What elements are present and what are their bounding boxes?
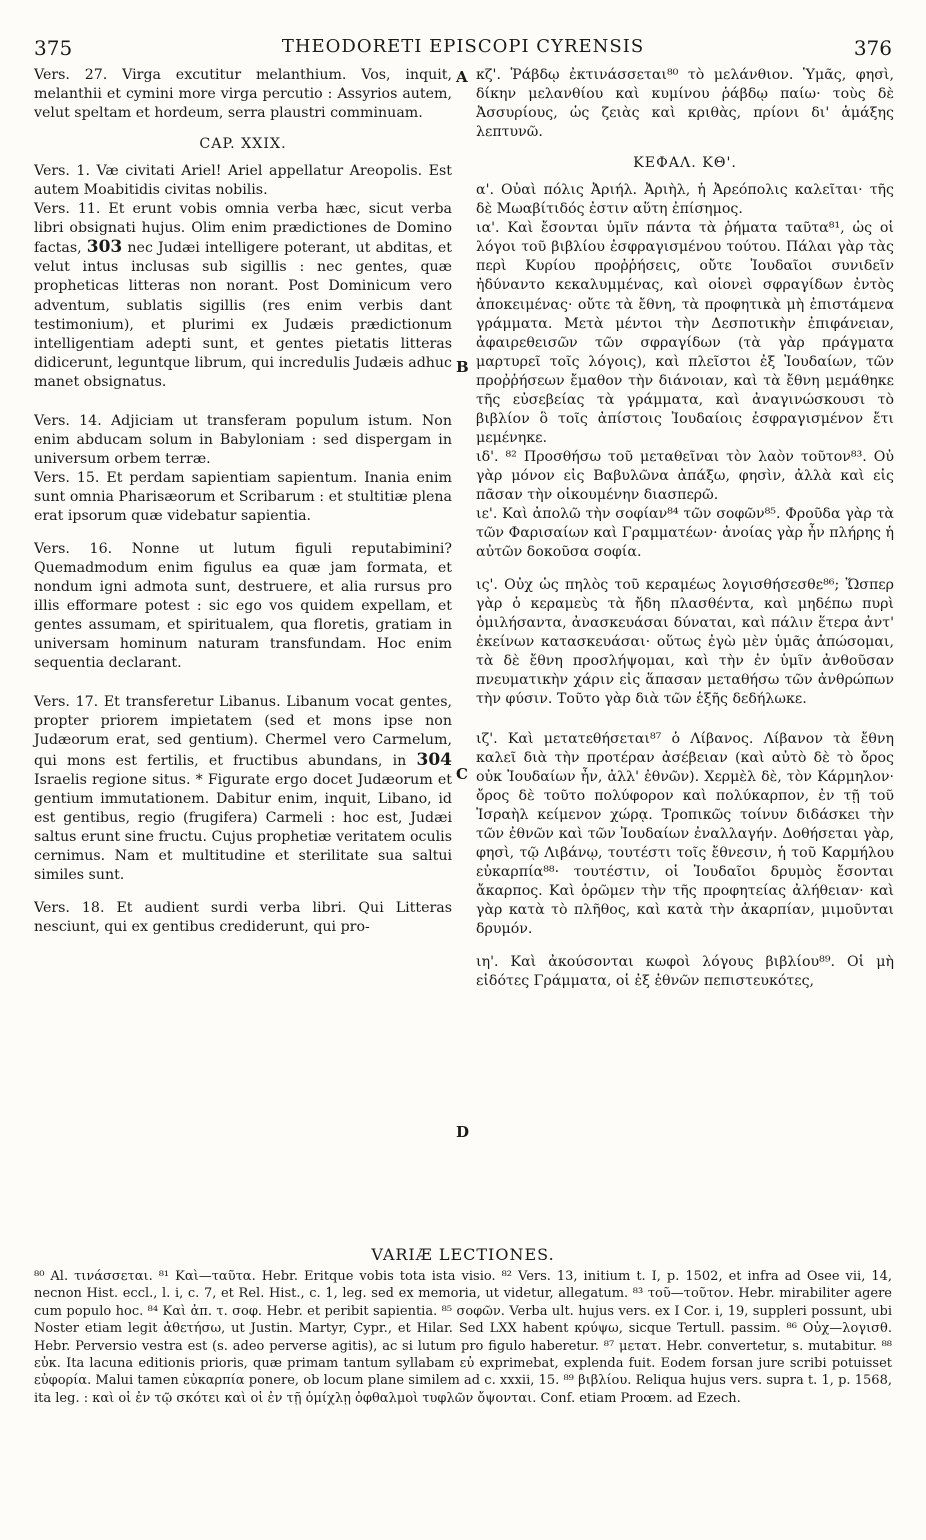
margin-letter-b: B: [456, 358, 469, 376]
latin-verse-17: [34, 693, 452, 884]
latin-column: [34, 66, 452, 937]
greek-column: [476, 66, 894, 991]
margin-letter-c: C: [456, 765, 468, 783]
column-mark-303: 303: [86, 237, 123, 258]
latin-chapter-heading: CAP. XXIX.: [199, 136, 287, 153]
latin-verse-11-part-b: nec Judæi intelligere poterant, ut abditas, et velut intus inclusas sub sigillis : nec gentes, quæ propheticas litteras non norant. Post Dominicum vero adventum, sublatis sigillis (res enim verbis dant testimonium), et plurimi ex Judæis prædictionum intelligentiam adepti sunt, et gentes pietatis litteras didicerunt, leguntque librum, qui incredulis Judæis adhuc manet obsignatus.: [34, 240, 452, 390]
latin-verse-17-part-a: Vers. 17. Et transferetur Libanus. Libanum vocat gentes, propter priorem impietatem (sed et mons ipse non Judæorum erat, sed gentium). Chermel vero Carmelum, qui mons est fertilis, et fructibus abundans, in: [34, 694, 452, 769]
greek-verse-17: ιζ'. Καὶ μετατεθήσεται⁸⁷ ὁ Λίβανος. Λίβανον τὰ ἔθνη καλεῖ διὰ τὴν προτέραν ἀσέβειαν (καὶ αὐτὸ δὲ τὸ ὄρος οὐκ Ἰουδαίων ἦν, ἀλλ' ἐθνῶν). Χερμὲλ δὲ, τὸν Κάρμηλον· ὄρος δὲ τοῦτο πολύφορον καὶ πολύκαρπον, ἐν τῇ τοῦ Ἰσραὴλ κείμενον χώρᾳ. Τροπικῶς τοίνυν διδάσκει τὴν τῶν ἐθνῶν καὶ τῶν Ἰουδαίων ἐναλλαγήν. Δοθήσεται γὰρ, φησὶ, τῷ Λιβάνῳ, τουτέστι τοῖς ἔθνεσιν, ἡ τοῦ Καρμήλου εὐκαρπία⁸⁸· τουτέστιν, οἱ Ἰουδαῖοι δρυμὸς ἔσονται ἄκαρπος. Καὶ ὁρῶμεν τὴν τῆς προφητείας ἀλήθειαν· καὶ γὰρ κατὰ τὸ πλῆθος, καὶ κατὰ τὴν ἀκαρπίαν, μιμοῦνται δρυμόν.: [476, 730, 894, 937]
greek-verse-16: ις'. Οὐχ ὡς πηλὸς τοῦ κεραμέως λογισθήσεσθε⁸⁶; Ὥσπερ γὰρ ὁ κεραμεὺς τὰ ἤδη πλασθέντα, καὶ μηδέπω πυρὶ ὁμιλήσαντα, ἀνασκευάσαι δύναται, καὶ πάλιν ἕτερα ἀντ' ἐκείνων κατασκευάσαι· οὕτως ἐγὼ μὲν ὑμᾶς ἀπώσομαι, τὰ δὲ ἔθνη προσλήψομαι, καὶ τὴν ἐν ὑμῖν ἀνθοῦσαν πνευματικὴν χάριν εἰς ἅπασαν μεταθήσω τῶν ἀνθρώπων τὴν φύσιν. Τοῦτο γὰρ διὰ τῶν ἑξῆς δεδήλωκε.: [476, 577, 894, 708]
variae-lectiones-notes: ⁸⁰ Al. τινάσσεται. ⁸¹ Καὶ—ταῦτα. Hebr. Eritque vobis tota ista visio. ⁸² Vers. 13, initium t. I, p. 1502, et infra ad Osee vii, 14, necnon Hist. eccl., l. i, c. 7, et Rel. Hist., c. 1, leg. sed ex memoria, ut videtur, allegatum. ⁸³ τοῦ—τοῦτον. Hebr. mirabiliter agere cum populo hoc. ⁸⁴ Καὶ ἀπ. τ. σοφ. Hebr. et peribit sapientia. ⁸⁵ σοφῶν. Verba ult. hujus vers. ex I Cor. i, 19, suppleri possunt, ubi Noster etiam legit ἀθετήσω, ut Justin. Martyr, Cypr., et Hilar. Sed LXX habent κρύψω, sicque Tertull. passim. ⁸⁶ Οὐχ—λογισθ. Hebr. Perversio vestra est (s. adeo perverse agitis), ac si lutum pro figulo haberetur. ⁸⁷ μετατ. Hebr. convertetur, s. mutabitur. ⁸⁸ εὐκ. Ita lacuna editionis prioris, quæ primam tantum syllabam εὐ exprimebat, explenda fuit. Eodem forsan jure scribi potuisset εὐφορία. Malui tamen εὐκαρπία ponere, ob locum plane similem ad c. xxxii, 15. ⁸⁹ βιβλίου. Reliqua hujus vers. supra t. 1, p. 1568, ita leg. : καὶ οἱ ἐν τῷ σκότει καὶ οἱ ἐν τῇ ὁμίχλῃ ὀφθαλμοὶ τυφλῶν ὄψονται. Conf. etiam Proœm. ad Ezech.: [34, 1269, 892, 1406]
latin-verse-15: Vers. 15. Et perdam sapientiam sapientum. Inania enim sunt omnia Pharisæorum et Scribarum : et stultitiæ plena erat ipsorum quæ videbatur sapientia.: [34, 469, 452, 524]
latin-verse-11-part-a: Vers. 11. Et erunt vobis omnia verba hæc, sicut verba libri obsignati hujus. Olim enim prædictiones de Domino factas,: [34, 201, 452, 257]
column-mark-304: 304: [416, 749, 453, 770]
page-number-right: 376: [853, 36, 892, 60]
page-header: [34, 36, 892, 62]
greek-verse-18: ιη'. Καὶ ἀκούσονται κωφοὶ λόγους βιβλίου⁸⁹. Οἱ μὴ εἰδότες Γράμματα, οἱ ἐξ ἐθνῶν πεπιστευκότες,: [476, 954, 894, 990]
running-title: THEODORETI EPISCOPI CYRENSIS: [281, 36, 645, 57]
latin-verse-11: [34, 200, 452, 391]
latin-verse-17-part-b: Israelis regione situs. * Figurate ergo docet Judæorum et gentium immutationem. Dabitur enim, inquit, Libano, id est gentibus, regio (frugifera) Carmeli : hoc est, Judæi saltus erunt sine fructu. Cujus prophetiæ veritatem oculis cernimus. Nam et multitudine et sterilitate sua saltui similes sunt.: [34, 771, 452, 883]
greek-verse-11: ια'. Καὶ ἔσονται ὑμῖν πάντα τὰ ῥήματα ταῦτα⁸¹, ὡς οἱ λόγοι τοῦ βιβλίου ἐσφραγισμένου τούτου. Πάλαι γὰρ τὰς περὶ Κυρίου προῤῥήσεις, οὔτε Ἰουδαῖοι συνιδεῖν ἠδύναντο κεκαλυμμένας, καὶ οἱονεὶ σφραγίδων ἐντὸς ἀποκειμένας· οὔτε τὰ ἔθνη, τὰ προφητικὰ μὴ ἐπιστάμενα γράμματα. Μετὰ μέντοι τὴν Δεσποτικὴν ἐπιφάνειαν, ἀφαιρεθεισῶν τῶν σφραγίδων (τὰ γὰρ πράγματα μαρτυρεῖ τοῖς λόγοις), καὶ πλεῖστοι ἐξ Ἰουδαίων, τῶν προῤῥήσεων ἔμαθον τὴν διάνοιαν, καὶ τὰ ἔθνη μεμάθηκε τῆς εὐσεβείας τὰ γράμματα, καὶ ἀναγινώσκουσι τὸ βιβλίον ὃ τοῖς ἀπίστοις Ἰουδαίοις ἐσφραγισμένον ἔτι μεμένηκε.: [476, 220, 894, 446]
latin-verse-14: Vers. 14. Adjiciam ut transferam populum istum. Non enim abducam solum in Babyloniam : sed dispergam in universum orbem terræ.: [34, 412, 452, 467]
margin-letter-a: A: [456, 68, 468, 86]
variae-lectiones-title: VARIÆ LECTIONES.: [371, 1245, 555, 1264]
margin-letter-d: D: [456, 1123, 470, 1141]
greek-chapter-heading: ΚΕΦΑΛ. ΚΘ'.: [633, 155, 737, 172]
page-number-left: 375: [34, 36, 73, 60]
greek-verse-14: ιδ'. ⁸² Προσθήσω τοῦ μεταθεῖναι τὸν λαὸν τοῦτον⁸³. Οὐ γὰρ μόνον εἰς Βαβυλῶνα ἀπάξω, φησὶν, ἀλλὰ καὶ εἰς πᾶσαν τὴν οἰκουμένην διασπερῶ.: [476, 448, 894, 503]
greek-verse-27: κζ'. Ῥάβδῳ ἐκτινάσσεται⁸⁰ τὸ μελάνθιον. Ὑμᾶς, φησὶ, δίκην μελανθίου καὶ κυμίνου ῥάβδῳ παίω· τοὺς δὲ Ἀσσυρίους, ὡς ζειὰς καὶ κριθὰς, πρίονι δι' ἁμάξης λεπτυνῶ.: [476, 67, 894, 141]
latin-verse-27: Vers. 27. Virga excutitur melanthium. Vos, inquit, melanthii et cymini more virga percutio : Assyrios autem, velut speltam et hordeum, serra plaustri comminuam.: [34, 67, 452, 122]
latin-verse-1: Vers. 1. Væ civitati Ariel! Ariel appellatur Areopolis. Est autem Moabitidis civitas nobilis.: [34, 163, 452, 199]
greek-verse-1: α'. Οὐαὶ πόλις Ἀριήλ. Ἀριὴλ, ἡ Ἀρεόπολις καλεῖται· τῆς δὲ Μωαβίτιδός ἐστιν αὕτη ἐπίσημος.: [476, 182, 894, 218]
latin-verse-16: Vers. 16. Nonne ut lutum figuli reputabimini? Quemadmodum enim figulus ea quæ jam formata, et nondum igni admota sunt, destruere, et alia rursus pro illis efformare potest : sic ego vos quidem expellam, et gentes assumam, et spiritualem, qua floretis, gratiam in universam hominum naturam transfundam. Hoc enim sequentia declarant.: [34, 541, 452, 672]
greek-verse-15: ιε'. Καὶ ἀπολῶ τὴν σοφίαν⁸⁴ τῶν σοφῶν⁸⁵. Φροῦδα γὰρ τὰ τῶν Φαρισαίων καὶ Γραμματέων· ἀνοίας γὰρ ἦν πλήρης ἡ αὐτῶν δοκοῦσα σοφία.: [476, 506, 894, 561]
latin-verse-18: Vers. 18. Et audient surdi verba libri. Qui Litteras nesciunt, qui ex gentibus crediderunt, qui pro-: [34, 899, 452, 935]
